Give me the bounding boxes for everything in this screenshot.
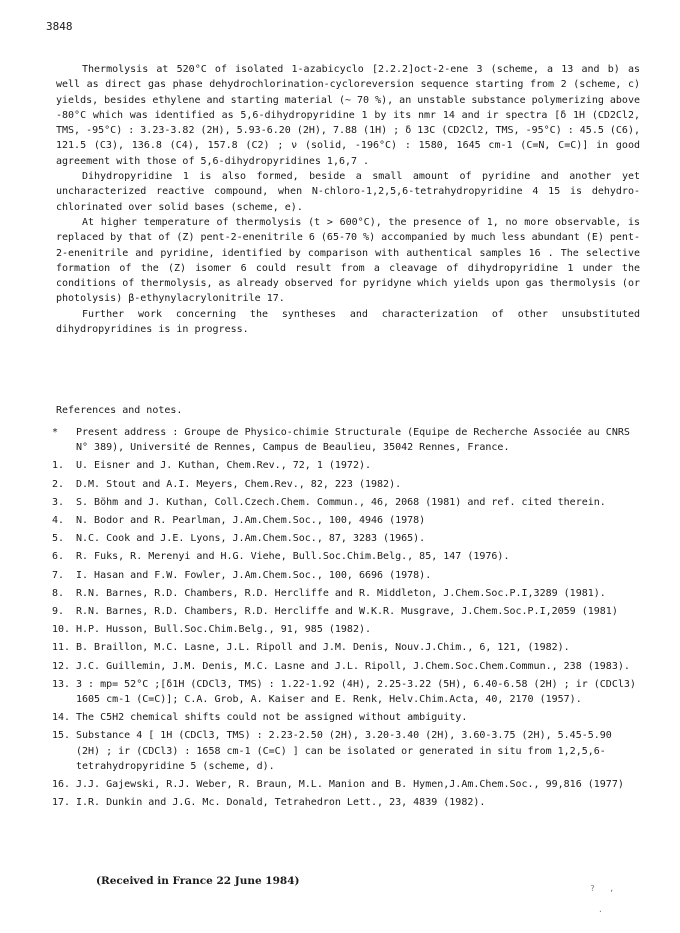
reference-text: B. Braillon, M.C. Lasne, J.L. Ripoll and J.M. Denis, Nouv.J.Chim., 6, 121, (1982). bbox=[76, 642, 570, 654]
reference-item bbox=[52, 513, 638, 528]
reference-number: 8. bbox=[52, 587, 65, 599]
reference-text: N. Bodor and R. Pearlman, J.Am.Chem.Soc., 100, 4946 (1978) bbox=[76, 515, 426, 527]
reference-text: N.C. Cook and J.E. Lyons, J.Am.Chem.Soc., 87, 3283 (1965). bbox=[76, 533, 426, 545]
reference-item bbox=[52, 458, 638, 473]
reference-item bbox=[52, 477, 638, 492]
reference-item bbox=[52, 640, 638, 655]
reference-text: R.N. Barnes, R.D. Chambers, R.D. Hercliffe and R. Middleton, J.Chem.Soc.P.I,3289 (1981). bbox=[76, 587, 606, 599]
reference-item bbox=[52, 425, 638, 455]
reference-item bbox=[52, 586, 638, 601]
reference-item bbox=[52, 710, 638, 725]
paragraph-dihydropyridine-formation: Dihydropyridine 1 is also formed, beside a small amount of pyridine and another yet uncharacterized reactive compound, when N-chloro-1,2,5,6-tetrahydropyridine 4 15 is dehydro-chlorinated over solid bases (scheme, e). bbox=[56, 171, 640, 213]
reference-item bbox=[52, 604, 638, 619]
reference-text: J.J. Gajewski, R.J. Weber, R. Braun, M.L. Manion and B. Hymen,J.Am.Chem.Soc., 99,816 (1977) bbox=[76, 779, 624, 791]
reference-number: 7. bbox=[52, 569, 65, 581]
reference-number: 12. bbox=[52, 660, 71, 672]
reference-number: 15. bbox=[52, 730, 71, 742]
reference-number: 11. bbox=[52, 642, 71, 654]
reference-text: 3 : mp= 52°C ;[δ1H (CDCl3, TMS) : 1.22-1.92 (4H), 2.25-3.22 (5H), 6.40-6.58 (2H) ; ir (CDCl3) 1605 cm-1 (C=C)]; C.A. Grob, A. Kaiser and E. Renk, Helv.Chim.Acta, 40, 2170 (1957). bbox=[76, 678, 636, 706]
reference-number: 6. bbox=[52, 551, 65, 563]
reference-item bbox=[52, 549, 638, 564]
references-heading: References and notes. bbox=[56, 405, 183, 416]
reference-text: H.P. Husson, Bull.Soc.Chim.Belg., 91, 985 (1982). bbox=[76, 624, 372, 636]
reference-item bbox=[52, 777, 638, 792]
reference-item bbox=[52, 495, 638, 510]
reference-text: R.N. Barnes, R.D. Chambers, R.D. Hercliffe and W.K.R. Musgrave, J.Chem.Soc.P.I,2059 (1981) bbox=[76, 606, 618, 618]
paragraph-thermolysis: Thermolysis at 520°C of isolated 1-azabicyclo [2.2.2]oct-2-ene 3 (scheme, a 13 and b) as well as direct gas phase dehydrochlorination-cycloreversion sequence starting from 2 (scheme, c) yields, besides ethylene and starting material (~ 70 %), an unstable substance polymerizing above -80°C which was identified as 5,6-dihydropyridine 1 by its nmr 14 and ir spectra [δ 1H (CD2Cl2, TMS, -95°C) : 3.23-3.82 (2H), 5.93-6.20 (2H), 7.88 (1H) ; δ 13C (CD2Cl2, TMS, -95°C) : 45.5 (C6), 121.5 (C3), 136.8 (C4), 157.8 (C2) ; ν (solid, -196°C) : 1580, 1645 cm-1 (C=N, C=C)] in good agreement with those of 5,6-dihydropyridines 1,6,7 . bbox=[56, 64, 640, 167]
reference-item bbox=[52, 622, 638, 637]
reference-item bbox=[52, 659, 638, 674]
reference-text: D.M. Stout and A.I. Meyers, Chem.Rev., 82, 223 (1982). bbox=[76, 478, 402, 490]
reference-item bbox=[52, 568, 638, 583]
reference-text: The C5H2 chemical shifts could not be assigned without ambiguity. bbox=[76, 712, 468, 724]
references-list bbox=[52, 425, 638, 813]
reference-number: 2. bbox=[52, 478, 65, 490]
reference-number: 16. bbox=[52, 779, 71, 791]
reference-text: Substance 4 [ 1H (CDCl3, TMS) : 2.23-2.50 (2H), 3.20-3.40 (2H), 3.60-3.75 (2H), 5.45-5.90 (2H) ; ir (CDCl3) : 1658 cm-1 (C=C) ] can be isolated or generated in situ from 1,2,5,6-tetrahydropyridine 5 (scheme, d). bbox=[76, 730, 612, 772]
reference-text: J.C. Guillemin, J.M. Denis, M.C. Lasne and J.L. Ripoll, J.Chem.Soc.Chem.Commun., 238 (1983). bbox=[76, 660, 630, 672]
reference-text: I. Hasan and F.W. Fowler, J.Am.Chem.Soc., 100, 6696 (1978). bbox=[76, 569, 432, 581]
paragraph-further-work: Further work concerning the syntheses and characterization of other unsubstituted dihydropyridines is in progress. bbox=[56, 308, 640, 336]
reference-text: I.R. Dunkin and J.G. Mc. Donald, Tetrahedron Lett., 23, 4839 (1982). bbox=[76, 797, 486, 809]
reference-item bbox=[52, 795, 638, 810]
reference-text: Present address : Groupe de Physico-chimie Structurale (Equipe de Recherche Associée au CNRS N° 389), Université de Rennes, Campus de Beaulieu, 35042 Rennes, France. bbox=[76, 427, 630, 454]
paragraph-higher-temperature: At higher temperature of thermolysis (t > 600°C), the presence of 1, no more observable, is replaced by that of (Z) pent-2-enenitrile 6 (65-70 %) accompanied by much less abundant (E) pent-2-enenitrile and pyridine, identified by comparison with authentical samples 16 . The selective formation of the (Z) isomer 6 could result from a cleavage of dihydropyridine 1 under the conditions of thermolysis, as already observed for pyridyne which yields upon gas thermolysis (or photolysis) β-ethynylacrylonitrile 17. bbox=[56, 216, 640, 305]
reference-number: 5. bbox=[52, 533, 65, 545]
reference-number: 17. bbox=[52, 797, 71, 809]
reference-number: 10. bbox=[52, 624, 71, 636]
reference-number: 4. bbox=[52, 515, 65, 527]
reference-number: 14. bbox=[52, 712, 71, 724]
reference-number: 13. bbox=[52, 678, 71, 690]
reference-number: * bbox=[52, 427, 59, 438]
reference-text: R. Fuks, R. Merenyi and H.G. Viehe, Bull.Soc.Chim.Belg., 85, 147 (1976). bbox=[76, 551, 510, 563]
reference-text: U. Eisner and J. Kuthan, Chem.Rev., 72, 1 (1972). bbox=[76, 460, 372, 472]
scan-mark: ? , bbox=[590, 884, 615, 893]
reference-item bbox=[52, 728, 638, 774]
scan-mark-lower: . bbox=[598, 905, 603, 914]
page-number: 3848 bbox=[46, 20, 73, 33]
reference-text: S. Böhm and J. Kuthan, Coll.Czech.Chem. Commun., 46, 2068 (1981) and ref. cited therein. bbox=[76, 496, 606, 508]
reference-number: 3. bbox=[52, 496, 65, 508]
received-date: (Received in France 22 June 1984) bbox=[96, 875, 300, 887]
reference-item bbox=[52, 677, 638, 707]
reference-item bbox=[52, 531, 638, 546]
article-body bbox=[56, 62, 640, 337]
reference-number: 1. bbox=[52, 460, 65, 472]
reference-number: 9. bbox=[52, 606, 65, 618]
